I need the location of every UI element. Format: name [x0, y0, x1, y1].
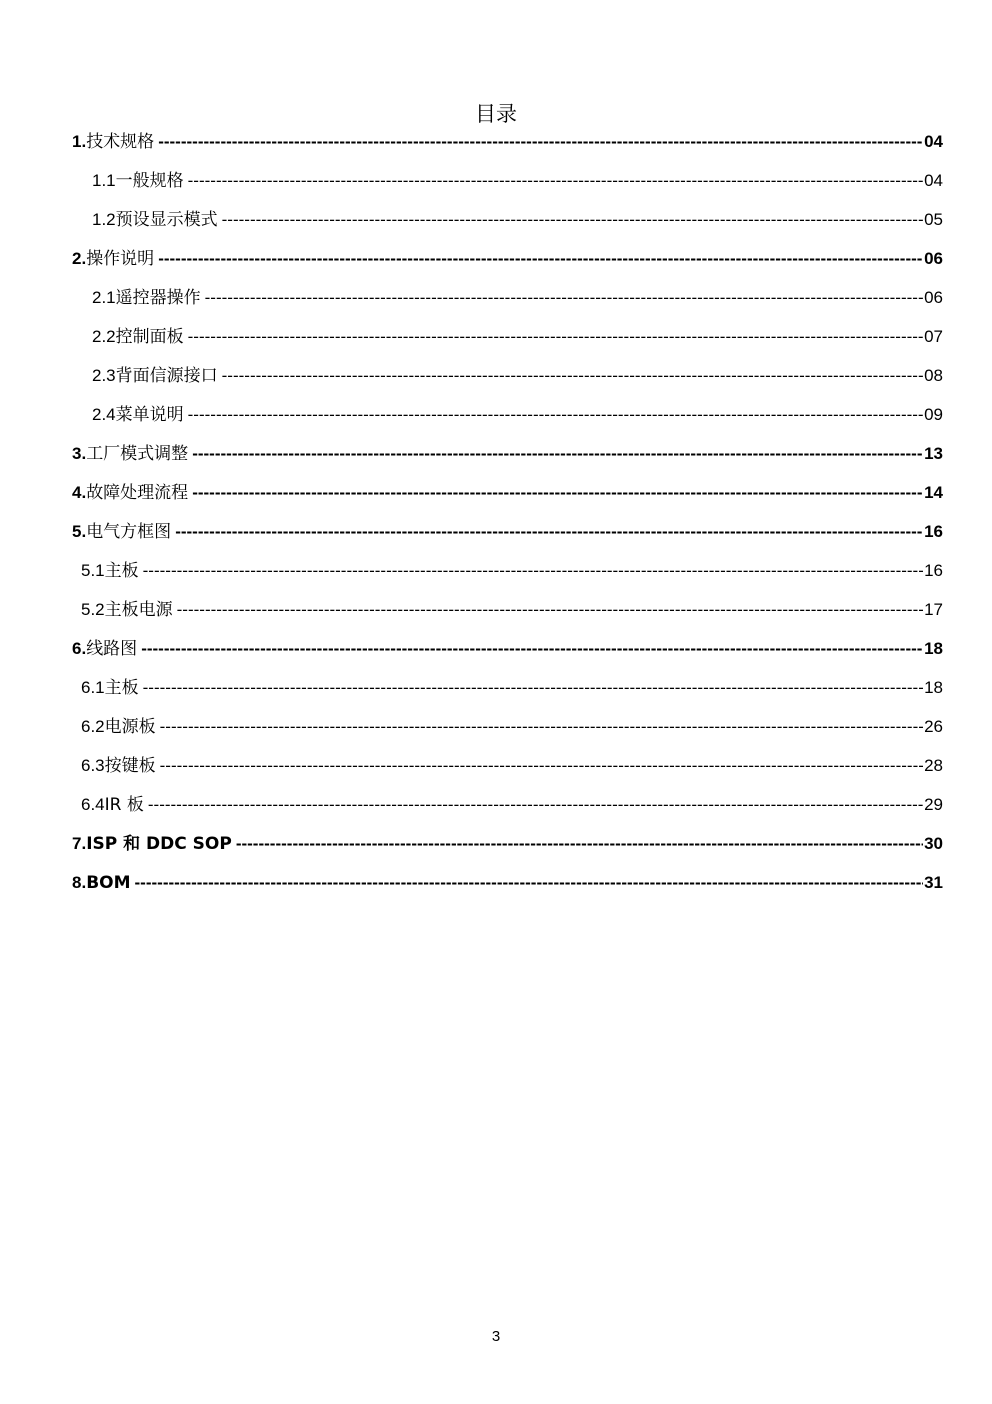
toc-entry-text: 按键板	[104, 756, 156, 776]
toc-leader	[222, 362, 923, 390]
toc-leader	[192, 479, 923, 507]
toc-entry-text: 主板电源	[104, 600, 173, 620]
toc-entry-text: 操作说明	[86, 249, 155, 269]
toc-entry-page: 07	[924, 327, 943, 346]
toc-leader	[192, 440, 923, 468]
toc-entry-text: 线路图	[86, 639, 138, 659]
toc-entry-number: 5.	[72, 522, 87, 541]
toc-entry-number: 6.2	[81, 717, 105, 736]
toc-entry-page: 06	[924, 249, 943, 268]
toc-entry-6[interactable]	[72, 635, 943, 674]
toc-leader	[175, 518, 923, 546]
page-number: 3	[491, 1328, 501, 1345]
table-of-contents	[72, 128, 943, 908]
toc-entry-text: IR 板	[104, 795, 144, 815]
toc-entry-page: 05	[924, 210, 943, 229]
toc-entry-number: 2.1	[92, 288, 116, 307]
toc-entry-text: 一般规格	[115, 171, 184, 191]
toc-entry-number: 1.2	[92, 210, 116, 229]
toc-entry-number: 2.3	[92, 366, 116, 385]
toc-entry-2[interactable]	[72, 245, 943, 284]
toc-entry-1-1[interactable]	[72, 167, 943, 206]
toc-entry-2-3[interactable]	[72, 362, 943, 401]
toc-leader	[135, 869, 924, 897]
toc-entry-number: 6.1	[81, 678, 105, 697]
toc-entry-number: 2.2	[92, 327, 116, 346]
toc-entry-page: 04	[924, 132, 943, 151]
toc-entry-1-2[interactable]	[72, 206, 943, 245]
toc-entry-page: 16	[924, 561, 943, 580]
toc-entry-text: 故障处理流程	[86, 483, 189, 503]
toc-entry-5-1[interactable]	[72, 557, 943, 596]
toc-entry-6-3[interactable]	[72, 752, 943, 791]
toc-entry-2-4[interactable]	[72, 401, 943, 440]
toc-entry-page: 31	[924, 873, 943, 892]
toc-leader	[148, 791, 923, 819]
toc-entry-text: ISP 和 DDC SOP	[86, 834, 232, 854]
toc-leader	[188, 167, 923, 195]
toc-leader	[188, 401, 923, 429]
toc-leader	[236, 830, 923, 858]
toc-leader	[158, 245, 923, 273]
toc-entry-page: 08	[924, 366, 943, 385]
toc-entry-text: BOM	[86, 873, 131, 893]
toc-entry-5[interactable]	[72, 518, 943, 557]
toc-entry-5-2[interactable]	[72, 596, 943, 635]
toc-entry-text: 主板	[104, 561, 139, 581]
toc-entry-1[interactable]	[72, 128, 943, 167]
toc-entry-number: 6.3	[81, 756, 105, 775]
toc-entry-page: 30	[924, 834, 943, 853]
toc-leader	[158, 128, 923, 156]
toc-entry-text: 主板	[104, 678, 139, 698]
toc-entry-page: 04	[924, 171, 943, 190]
toc-entry-2-1[interactable]	[72, 284, 943, 323]
toc-leader	[177, 596, 923, 624]
toc-entry-page: 18	[924, 678, 943, 697]
toc-entry-number: 7.	[72, 834, 87, 853]
toc-entry-page: 06	[924, 288, 943, 307]
toc-entry-number: 3.	[72, 444, 87, 463]
toc-leader	[141, 635, 923, 663]
toc-entry-6-2[interactable]	[72, 713, 943, 752]
toc-entry-8[interactable]	[72, 869, 943, 908]
toc-entry-6-4[interactable]	[72, 791, 943, 830]
toc-entry-number: 1.	[72, 132, 87, 151]
toc-entry-6-1[interactable]	[72, 674, 943, 713]
toc-leader	[160, 752, 923, 780]
toc-leader	[205, 284, 923, 312]
toc-entry-3[interactable]	[72, 440, 943, 479]
toc-leader	[143, 557, 923, 585]
toc-entry-number: 6.	[72, 639, 87, 658]
toc-entry-text: 菜单说明	[115, 405, 184, 425]
toc-leader	[222, 206, 923, 234]
toc-entry-text: 遥控器操作	[115, 288, 201, 308]
toc-leader	[160, 713, 923, 741]
toc-entry-number: 4.	[72, 483, 87, 502]
toc-entry-number: 2.4	[92, 405, 116, 424]
toc-entry-page: 17	[924, 600, 943, 619]
toc-entry-page: 14	[924, 483, 943, 502]
toc-title: 目录	[475, 102, 517, 126]
toc-entry-text: 电源板	[104, 717, 156, 737]
toc-entry-2-2[interactable]	[72, 323, 943, 362]
toc-entry-number: 5.2	[81, 600, 105, 619]
toc-entry-page: 29	[924, 795, 943, 814]
toc-leader	[143, 674, 923, 702]
toc-entry-text: 控制面板	[115, 327, 184, 347]
toc-entry-page: 16	[924, 522, 943, 541]
toc-leader	[188, 323, 923, 351]
toc-entry-text: 工厂模式调整	[86, 444, 189, 464]
toc-entry-page: 28	[924, 756, 943, 775]
toc-entry-page: 09	[924, 405, 943, 424]
toc-entry-text: 背面信源接口	[115, 366, 218, 386]
toc-entry-number: 5.1	[81, 561, 105, 580]
toc-entry-number: 6.4	[81, 795, 105, 814]
toc-entry-4[interactable]	[72, 479, 943, 518]
toc-entry-page: 26	[924, 717, 943, 736]
toc-entry-page: 18	[924, 639, 943, 658]
toc-entry-number: 2.	[72, 249, 87, 268]
toc-entry-text: 预设显示模式	[115, 210, 218, 230]
toc-entry-text: 技术规格	[86, 132, 155, 152]
toc-entry-number: 1.1	[92, 171, 116, 190]
toc-entry-7[interactable]	[72, 830, 943, 869]
toc-entry-page: 13	[924, 444, 943, 463]
toc-entry-number: 8.	[72, 873, 87, 892]
toc-entry-text: 电气方框图	[86, 522, 172, 542]
